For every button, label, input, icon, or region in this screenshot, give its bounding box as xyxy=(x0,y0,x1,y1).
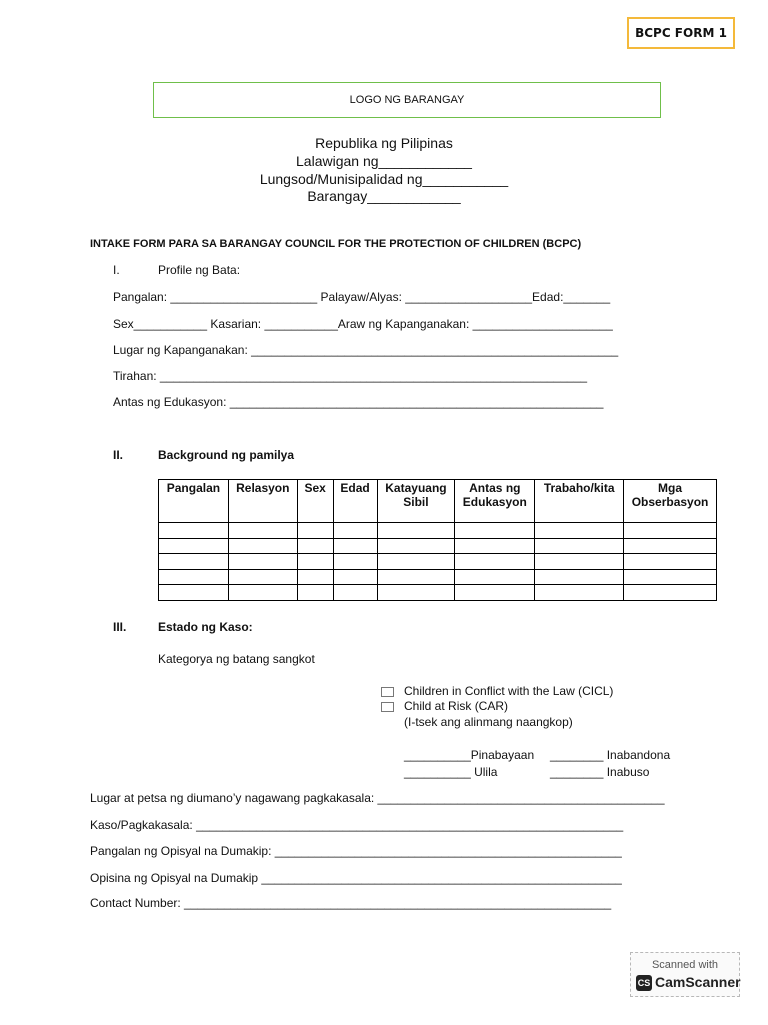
field-pinabayaan[interactable]: __________Pinabayaan xyxy=(404,748,535,762)
column-header: Katayuang Sibil xyxy=(377,480,455,523)
field-sex[interactable]: Sex___________ Kasarian: ___________Araw ng Kapanganakan: _____________________ xyxy=(113,317,613,331)
field-pangalan[interactable]: Pangalan: ______________________ Palayaw/Alyas: ___________________Edad:_______ xyxy=(113,290,611,304)
table-row xyxy=(159,569,717,585)
table-cell[interactable] xyxy=(455,554,535,570)
table-cell[interactable] xyxy=(535,538,624,554)
table-cell[interactable] xyxy=(333,538,377,554)
table-cell[interactable] xyxy=(297,538,333,554)
table-cell[interactable] xyxy=(297,585,333,601)
option-cicl-label: Children in Conflict with the Law (CICL) xyxy=(404,684,614,698)
field-arresting-officer-name[interactable]: Pangalan ng Opisyal na Dumakip: ____________________________________________________ xyxy=(90,844,622,858)
cicl-checkbox[interactable] xyxy=(381,687,394,697)
table-cell[interactable] xyxy=(455,569,535,585)
table-cell[interactable] xyxy=(333,554,377,570)
table-cell[interactable] xyxy=(297,569,333,585)
field-tirahan[interactable]: Tirahan: ________________________________________________________________ xyxy=(113,369,588,383)
table-cell[interactable] xyxy=(377,523,455,539)
field-place-date-offense[interactable]: Lugar at petsa ng diumano’y nagawang pagkakasala: ___________________________________________ xyxy=(90,791,665,805)
table-cell[interactable] xyxy=(455,538,535,554)
column-header: Edad xyxy=(333,480,377,523)
field-contact-number[interactable]: Contact Number: ________________________________________________________________ xyxy=(90,896,612,910)
barangay-logo-placeholder: LOGO NG BARANGAY xyxy=(153,82,661,118)
section-3-number: III. xyxy=(113,620,127,634)
table-cell[interactable] xyxy=(228,554,297,570)
form-number-badge: BCPC FORM 1 xyxy=(627,17,735,49)
checkbox-note: (I-tsek ang alinmang naangkop) xyxy=(404,715,573,729)
table-cell[interactable] xyxy=(159,554,229,570)
camscanner-watermark xyxy=(630,952,740,997)
table-cell[interactable] xyxy=(377,554,455,570)
header-city: Lungsod/Munisipalidad ng___________ xyxy=(259,171,509,187)
column-header: Trabaho/kita xyxy=(535,480,624,523)
header-republic: Republika ng Pilipinas xyxy=(315,135,453,151)
table-row xyxy=(159,554,717,570)
table-row xyxy=(159,585,717,601)
column-header: Antas ng Edukasyon xyxy=(455,480,535,523)
column-header: Sex xyxy=(297,480,333,523)
watermark-brand: CamScanner xyxy=(655,974,741,990)
table-cell[interactable] xyxy=(624,569,717,585)
table-cell[interactable] xyxy=(297,554,333,570)
table-cell[interactable] xyxy=(535,554,624,570)
header-province: Lalawigan ng____________ xyxy=(296,153,472,169)
table-row xyxy=(159,523,717,539)
section-2-number: II. xyxy=(113,448,124,462)
table-cell[interactable] xyxy=(624,554,717,570)
column-header: Pangalan xyxy=(159,480,229,523)
table-cell[interactable] xyxy=(535,585,624,601)
column-header: Mga Obserbasyon xyxy=(624,480,717,523)
table-cell[interactable] xyxy=(228,538,297,554)
section-2-heading: Background ng pamilya xyxy=(158,448,295,462)
table-row xyxy=(159,538,717,554)
header-barangay: Barangay____________ xyxy=(307,188,461,204)
table-cell[interactable] xyxy=(535,569,624,585)
table-cell[interactable] xyxy=(624,538,717,554)
table-cell[interactable] xyxy=(333,569,377,585)
section-3-heading: Estado ng Kaso: xyxy=(158,620,253,634)
column-header: Relasyon xyxy=(228,480,297,523)
table-cell[interactable] xyxy=(228,523,297,539)
table-cell[interactable] xyxy=(455,523,535,539)
section-1-number: I. xyxy=(113,263,120,277)
watermark-caption: Scanned with xyxy=(651,959,719,971)
table-cell[interactable] xyxy=(333,585,377,601)
table-cell[interactable] xyxy=(377,585,455,601)
table-cell[interactable] xyxy=(228,585,297,601)
table-cell[interactable] xyxy=(377,569,455,585)
section-1-heading: Profile ng Bata: xyxy=(158,263,241,277)
table-cell[interactable] xyxy=(297,523,333,539)
table-cell[interactable] xyxy=(159,538,229,554)
table-cell[interactable] xyxy=(624,523,717,539)
field-arresting-officer-office[interactable]: Opisina ng Opisyal na Dumakip ______________________________________________________ xyxy=(90,871,622,885)
car-checkbox[interactable] xyxy=(381,702,394,712)
table-header-row xyxy=(159,480,717,523)
field-inabandona[interactable]: ________ Inabandona xyxy=(550,748,671,762)
table-cell[interactable] xyxy=(333,523,377,539)
field-inabuso[interactable]: ________ Inabuso xyxy=(550,765,650,779)
table-cell[interactable] xyxy=(535,523,624,539)
form-title: INTAKE FORM PARA SA BARANGAY COUNCIL FOR THE PROTECTION OF CHILDREN (BCPC) xyxy=(90,238,582,250)
table-cell[interactable] xyxy=(377,538,455,554)
table-cell[interactable] xyxy=(624,585,717,601)
field-case-offense[interactable]: Kaso/Pagkakasala: ________________________________________________________________ xyxy=(90,818,624,832)
table-cell[interactable] xyxy=(228,569,297,585)
camscanner-logo-icon: CS xyxy=(636,975,652,991)
option-car-label: Child at Risk (CAR) xyxy=(404,699,509,713)
section-3-subheading: Kategorya ng batang sangkot xyxy=(158,652,315,666)
field-birthplace[interactable]: Lugar ng Kapanganakan: _______________________________________________________ xyxy=(113,343,619,357)
table-cell[interactable] xyxy=(159,569,229,585)
table-cell[interactable] xyxy=(159,585,229,601)
field-edukasyon[interactable]: Antas ng Edukasyon: ________________________________________________________ xyxy=(113,395,604,409)
table-cell[interactable] xyxy=(159,523,229,539)
table-cell[interactable] xyxy=(455,585,535,601)
field-ulila[interactable]: __________ Ulila xyxy=(404,765,498,779)
family-background-table xyxy=(158,479,717,601)
